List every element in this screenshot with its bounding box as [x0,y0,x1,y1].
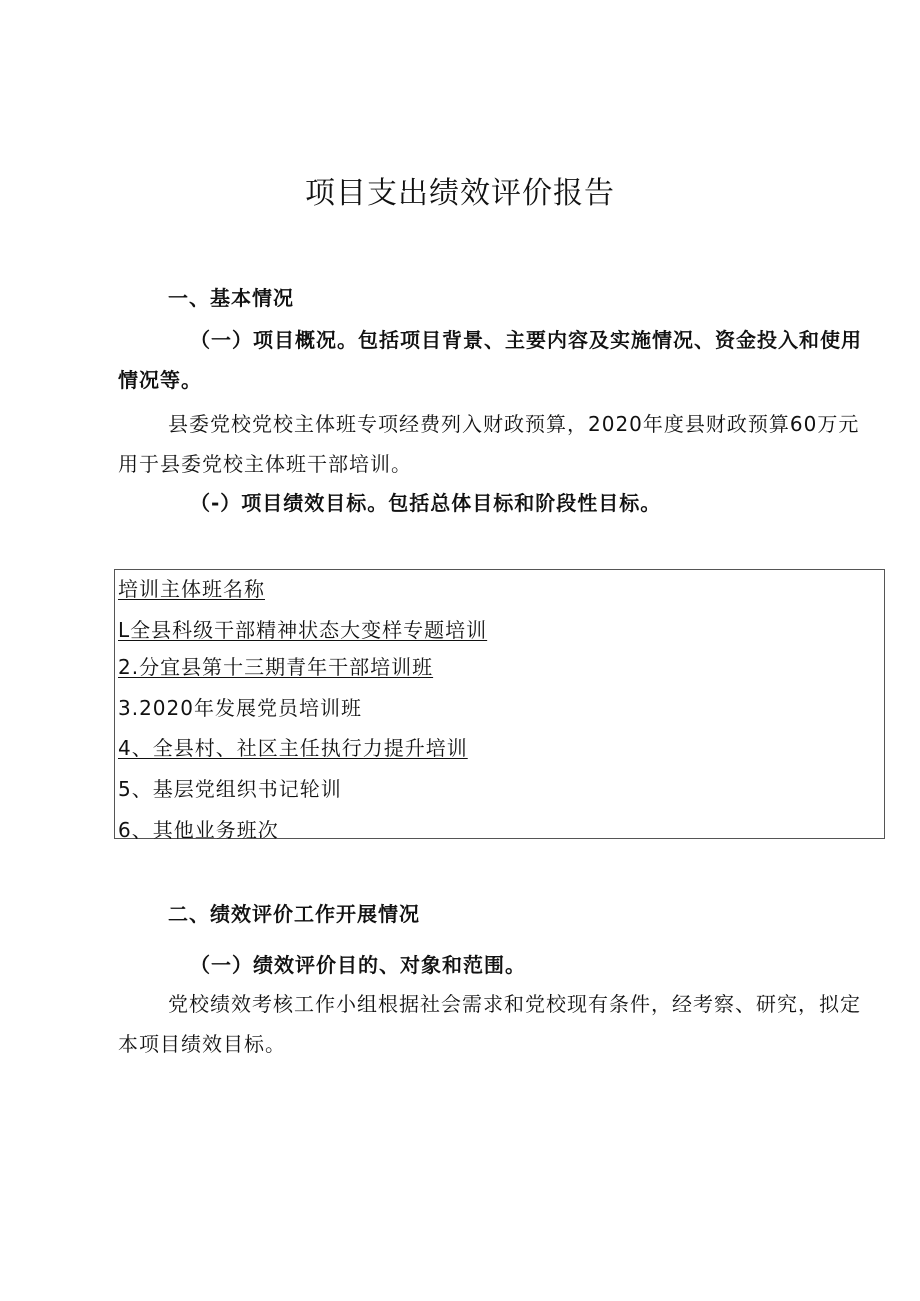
section-1-heading: 一、基本情况 [168,286,294,310]
program-row-2: 2.分宜县第十三期青年干部培训班 [118,655,434,679]
program-row-3: 3.2020年发展党员培训班 [118,696,362,720]
section-1-sub-1-body: 县委党校党校主体班专项经费列入财政预算，2020年度县财政预算60万元用于县委党校主体班干部培训。 [118,412,860,476]
section-2-sub-1-heading: （一）绩效评价目的、对象和范围。 [190,953,526,977]
program-table-header: 培训主体班名称 [118,577,265,601]
program-row-1: L全县科级干部精神状态大变样专题培训 [118,618,488,642]
section-2-sub-1-body: 党校绩效考核工作小组根据社会需求和党校现有条件，经考察、研究，拟定本项目绩效目标。 [118,992,861,1056]
section-1-sub-2-heading: （-）项目绩效目标。包括总体目标和阶段性目标。 [190,491,662,515]
program-row-6: 6、其他业务班次 [118,818,279,842]
program-row-4: 4、全县村、社区主任执行力提升培训 [118,736,468,760]
section-2-heading: 二、绩效评价工作开展情况 [168,902,420,926]
section-1-sub-1-heading: （一）项目概况。包括项目背景、主要内容及实施情况、资金投入和使用情况等。 [118,328,862,392]
program-row-5: 5、基层党组织书记轮训 [118,777,342,801]
program-table [114,569,885,842]
document-title: 项目支出绩效评价报告 [305,176,615,211]
